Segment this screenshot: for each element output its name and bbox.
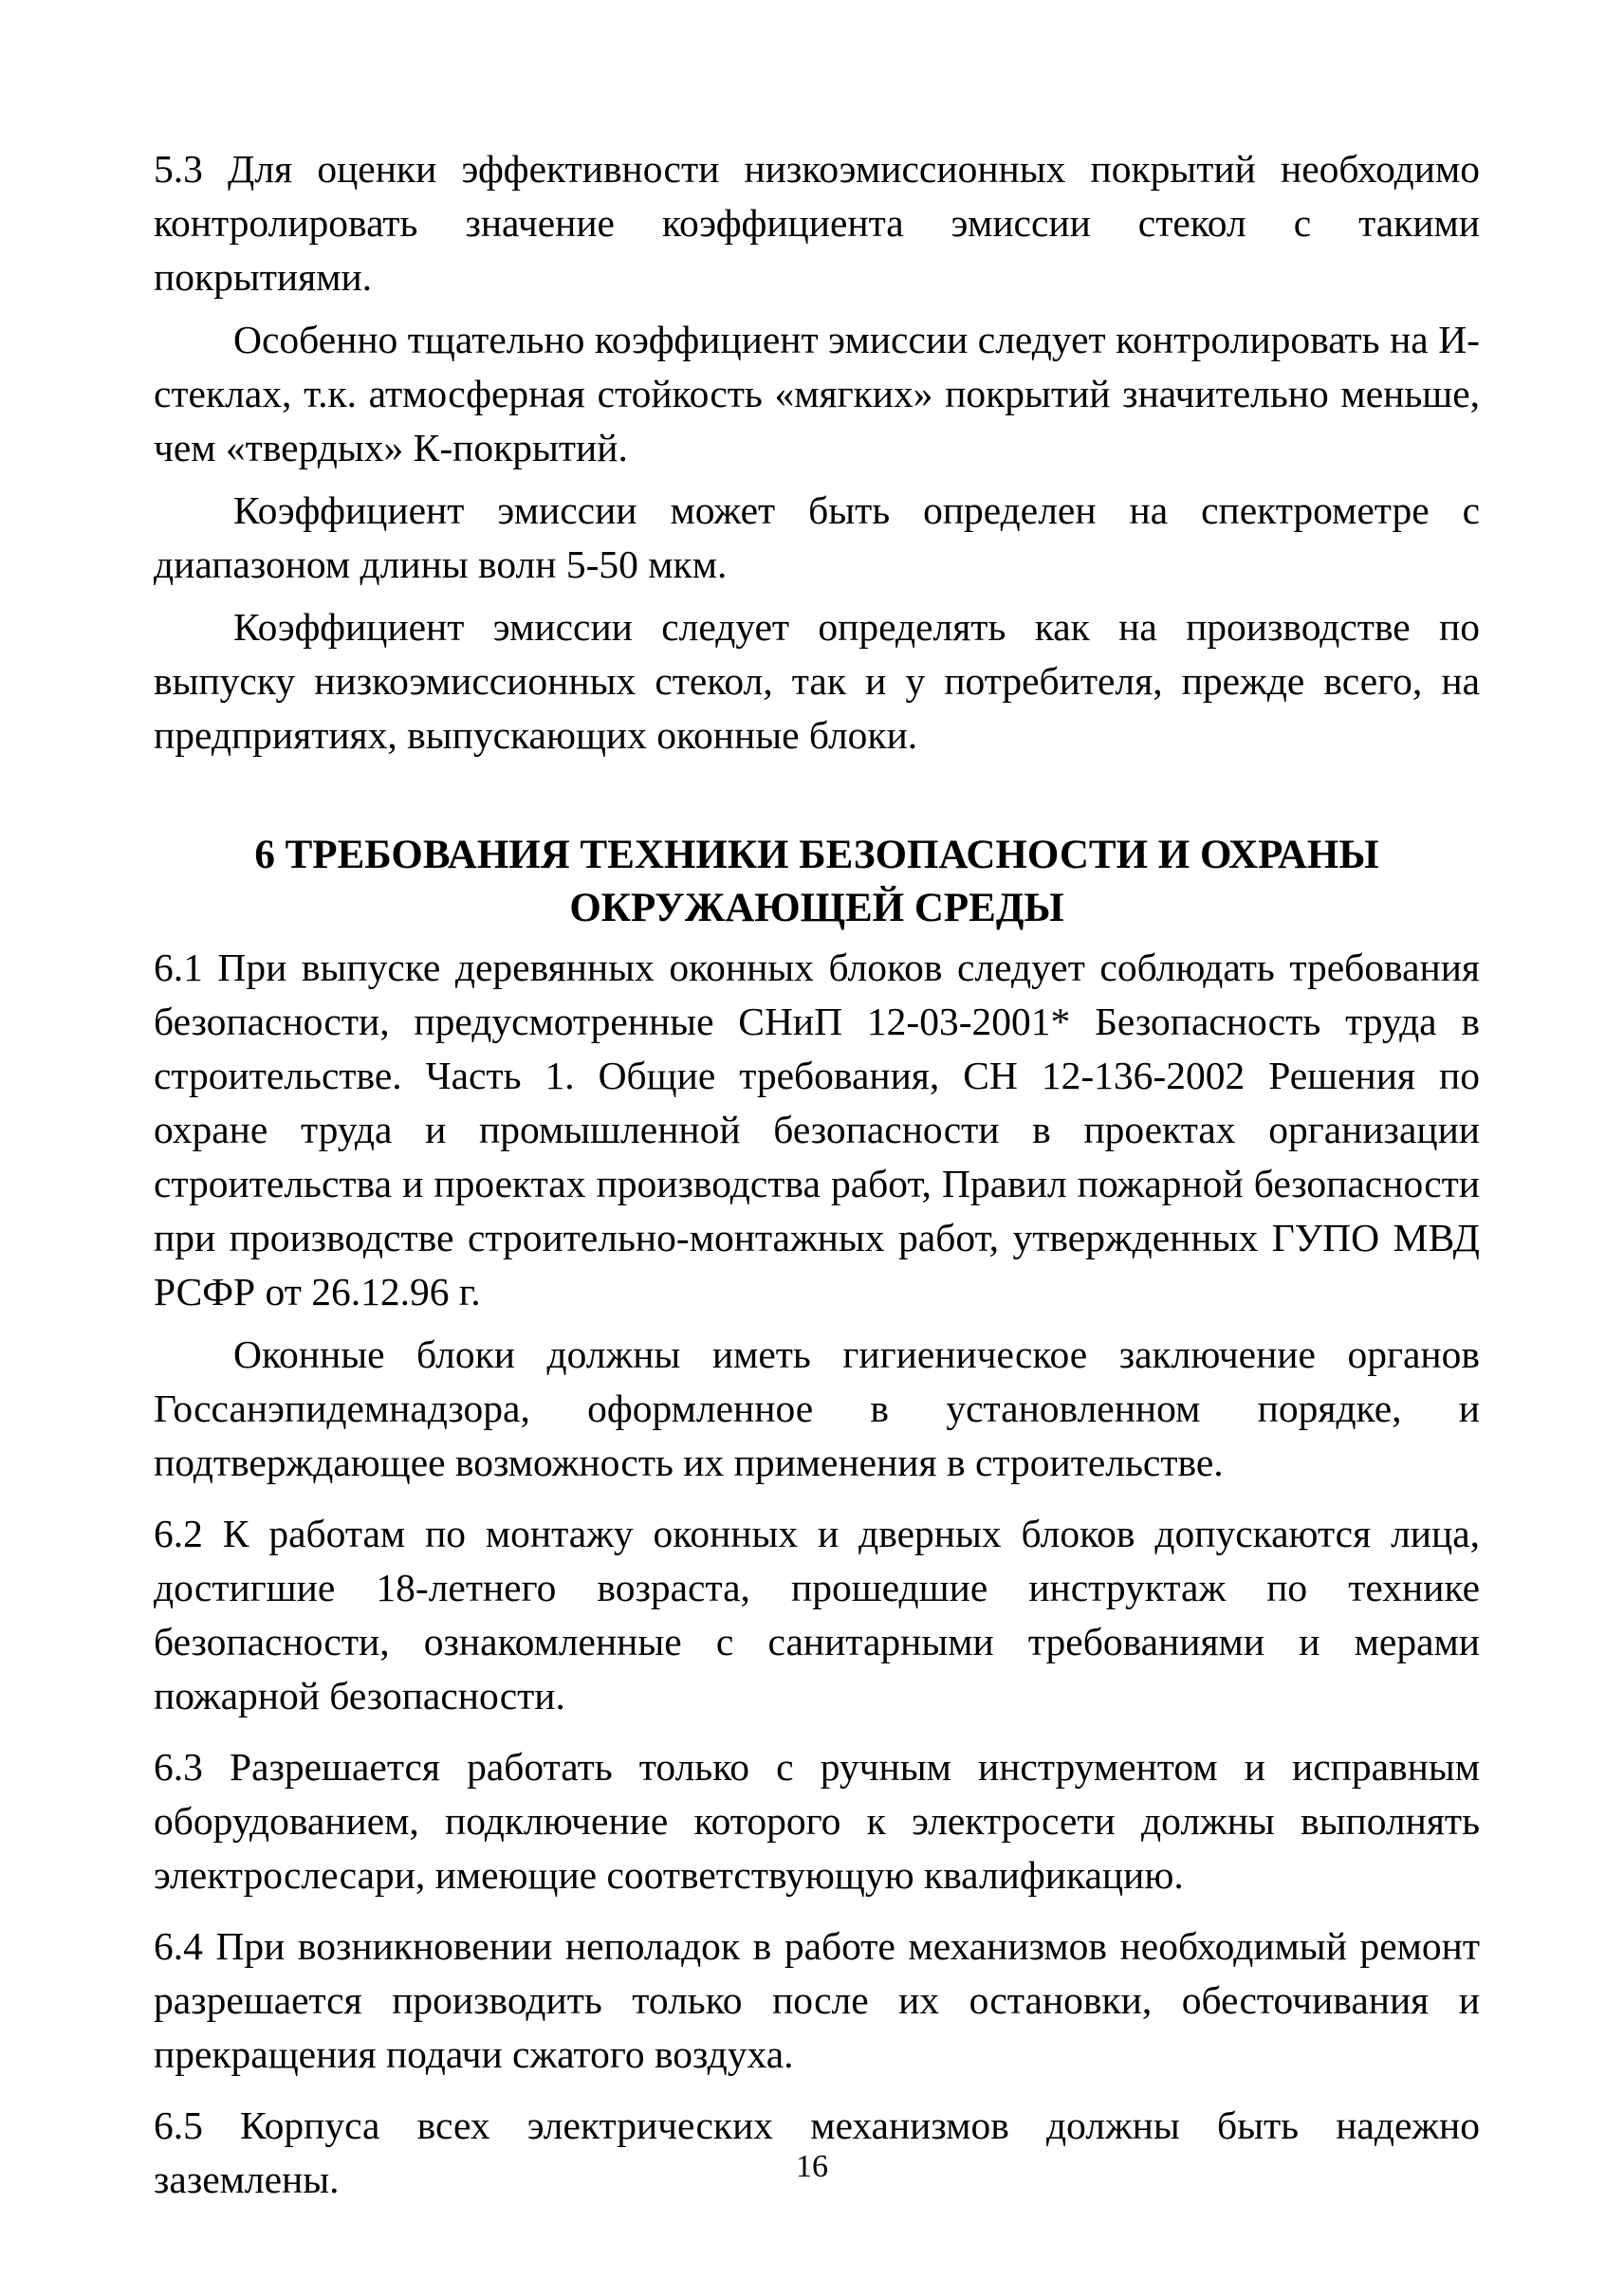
paragraph-6-2: 6.2 К работам по монтажу оконных и дверных блоков допускаются лица, достигшие 18-летнего возраста, прошедшие инструктаж по технике безопасности, ознакомленные с санитарными требованиями и мерами пожарной безопасности. bbox=[154, 1512, 1480, 1717]
paragraph-5-3-emission-control: Особенно тщательно коэффициент эмиссии следует контролировать на И-стеклах, т.к. атмосферная стойкость «мягких» покрытий значительно меньше, чем «твердых» К-покрытий. bbox=[154, 318, 1480, 469]
page-number: 16 bbox=[796, 2149, 828, 2184]
paragraph-5-3-where-to-measure: Коэффициент эмиссии следует определять как на производстве по выпуску низкоэмиссионных стекол, так и у потребителя, прежде всего, на предприятиях, выпускающих оконные блоки. bbox=[154, 605, 1480, 757]
section-6-heading-line-1: 6 ТРЕБОВАНИЯ ТЕХНИКИ БЕЗОПАСНОСТИ И ОХРАНЫ bbox=[254, 833, 1379, 877]
paragraph-6-4: 6.4 При возникновении неполадок в работе механизмов необходимый ремонт разрешается производить только после их остановки, обесточивания и прекращения подачи сжатого воздуха. bbox=[154, 1924, 1480, 2076]
section-6-heading bbox=[154, 829, 1480, 935]
section-6-heading-line-2: ОКРУЖАЮЩЕЙ СРЕДЫ bbox=[569, 886, 1064, 930]
paragraph-6-5: 6.5 Корпуса всех электрических механизмов должны быть надежно заземлены. bbox=[154, 2103, 1480, 2201]
paragraph-6-1-hygiene: Оконные блоки должны иметь гигиеническое заключение органов Госсанэпидемнадзора, оформленное в установленном порядке, и подтверждающее возможность их применения в строительстве. bbox=[154, 1332, 1480, 1484]
paragraph-5-3: 5.3 Для оценки эффективности низкоэмиссионных покрытий необходимо контролировать значение коэффициента эмиссии стекол с такими покрытиями. bbox=[154, 147, 1480, 299]
paragraph-6-1: 6.1 При выпуске деревянных оконных блоков следует соблюдать требования безопасности, предусмотренные СНиП 12-03-2001* Безопасность труда в строительстве. Часть 1. Общие требования, СН 12-136-2002 Решения по охране труда и промышленной безопасности в проектах организации строительства и проектах производства работ, Правил пожарной безопасности при производстве строительно-монтажных работ, утвержденных ГУПО МВД РСФР от 26.12.96 г. bbox=[154, 946, 1480, 1313]
paragraph-5-3-spectrometer: Коэффициент эмиссии может быть определен на спектрометре с диапазоном длины волн 5-50 мкм. bbox=[154, 488, 1480, 586]
paragraph-6-3: 6.3 Разрешается работать только с ручным инструментом и исправным оборудованием, подключение которого к электросети должны выполнять электрослесари, имеющие соответствующую квалификацию. bbox=[154, 1745, 1480, 1897]
document-page bbox=[154, 142, 1480, 2207]
